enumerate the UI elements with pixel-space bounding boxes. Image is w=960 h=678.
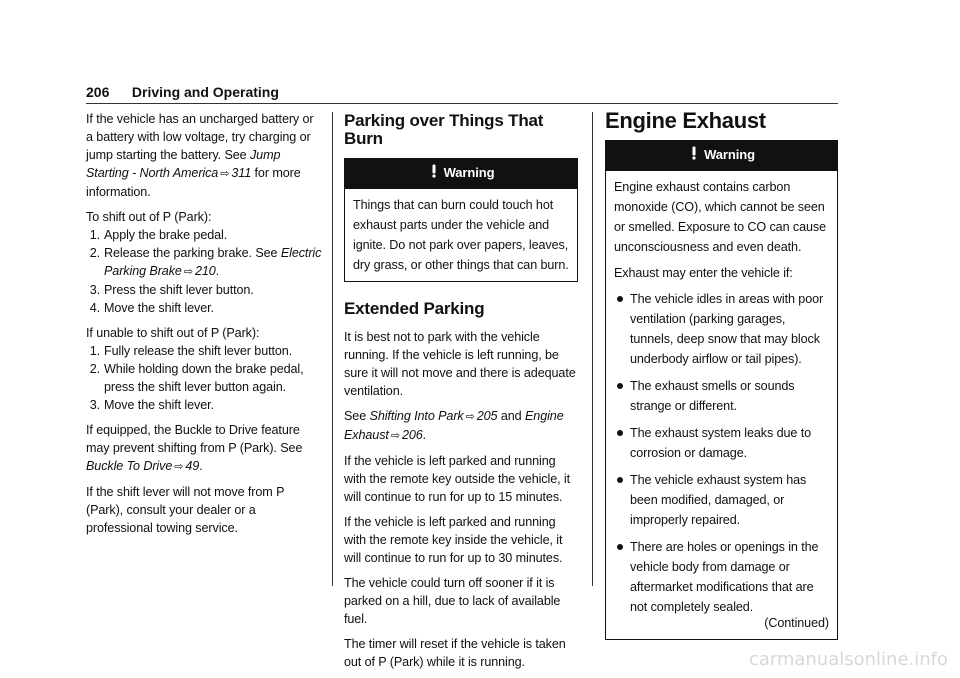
watermark: carmanualsonline.info [748,649,948,670]
bullet-icon [617,296,623,302]
list-item [614,376,829,416]
battery-text: If the vehicle has an uncharged battery or a battery with low voltage, try charging or jump starting the battery. See [86,112,314,162]
warning-label: Warning [704,147,755,162]
bullet-text: The vehicle exhaust system has been modified, damaged, or improperly repaired. [630,473,807,528]
step-number: 3. [89,283,100,297]
warning-enter: Exhaust may enter the vehicle if: [614,266,793,281]
engine-exhaust-link[interactable]: Engine Exhaust [344,409,564,443]
page-ref[interactable]: 205 [476,409,498,424]
step-number: 1. [89,344,100,358]
buckle-tail: . [199,459,203,473]
buckle-text: If equipped, the Buckle to Drive feature may prevent shifting from P (Park). See [86,423,303,455]
page-arrow-icon: ⇨ [465,411,475,424]
bullet-icon [617,383,623,389]
step-text: Fully release the shift lever button. [104,344,293,358]
see-paragraph [344,407,578,445]
paragraph: It is best not to park with the vehicle running. If the vehicle is left running, be sure it will not move and there is adequate ventilation. [344,330,576,399]
warning-bar [606,141,837,171]
list-item [614,423,829,463]
bullet-text: There are holes or openings in the vehicle body from damage or aftermarket modifications that are not completely sealed. [630,540,819,615]
battery-tail: for more information. [86,166,301,199]
step-text: Apply the brake pedal. [104,228,228,242]
step-number: 3. [89,398,100,412]
list-item [86,281,322,299]
page-header [86,84,279,100]
page-arrow-icon: ⇨ [390,430,400,443]
warning-box [605,140,838,640]
list-item [86,226,322,244]
dealer-paragraph: If the shift lever will not move from P (Park), consult your dealer or a professional towing service. [86,485,285,535]
list-item [86,299,322,317]
bullet-text: The vehicle idles in areas with poor ventilation (parking garages, tunnels, deep snow that may block underbody airflow or tail pipes). [630,292,824,367]
column-divider-1 [332,112,333,586]
paragraph: The vehicle could turn off sooner if it is parked on a hill, due to lack of available fuel. [344,576,561,627]
column-3 [605,108,838,658]
page-arrow-icon: ⇨ [220,168,230,180]
jump-starting-link[interactable]: Jump Starting - North America [86,148,281,180]
section-title: Driving and Operating [131,84,279,100]
engine-exhaust-heading: Engine Exhaust [605,108,766,133]
page-ref[interactable]: 311 [231,166,252,180]
shift-out-steps [86,226,322,317]
shifting-into-park-link[interactable]: Shifting Into Park [369,409,464,424]
buckle-to-drive-link[interactable]: Buckle To Drive [86,459,173,473]
step-text: Move the shift lever. [104,301,214,315]
parking-heading: Parking over Things That Burn [344,111,544,148]
bullet-text: The exhaust smells or sounds strange or different. [630,379,795,414]
list-item [86,396,322,414]
warning-text: Things that can burn could touch hot exhaust parts under the vehicle and ignite. Do not park over papers, leaves, dry grass, or other things that can burn. [353,198,569,273]
page-number: 206 [86,84,110,100]
paragraph: If the vehicle is left parked and running with the remote key inside the vehicle, it will continue to run for up to 30 minutes. [344,515,563,566]
bullet-icon [617,544,623,550]
step-text: While holding down the brake pedal, press the shift lever button again. [104,362,304,394]
list-item [614,537,829,617]
bullet-icon [617,477,623,483]
unable-steps [86,342,322,414]
page-ref[interactable]: 49 [185,459,200,473]
buckle-paragraph [86,421,322,476]
column-1 [86,110,322,544]
warning-intro: Engine exhaust contains carbon monoxide (CO), which cannot be seen or smelled. Exposure to CO can cause unconsciousness and even death. [614,180,826,255]
see-text: See [344,409,370,424]
warning-label: Warning [443,165,495,180]
step-number: 2. [89,362,100,376]
warning-bar [345,159,577,189]
warning-icon [688,146,700,165]
page-arrow-icon: ⇨ [183,266,193,278]
shift-out-heading: To shift out of P (Park): [86,210,212,224]
paragraph: The timer will reset if the vehicle is taken out of P (Park) while it is running. [344,637,566,670]
and-text: and [497,409,525,424]
warning-icon [428,164,440,183]
step-number: 4. [89,301,100,315]
step-number: 2. [89,246,100,260]
unable-heading: If unable to shift out of P (Park): [86,326,260,340]
warning-box [344,158,578,282]
period: . [422,428,427,443]
page-ref[interactable]: 206 [401,428,423,443]
battery-paragraph [86,110,322,201]
bullet-text: The exhaust system leaks due to corrosion or damage. [630,426,812,461]
column-divider-2 [592,112,593,586]
step-tail: . [215,264,220,278]
header-rule [86,103,838,104]
step-text: Press the shift lever button. [104,283,254,297]
list-item [614,470,829,530]
step-text: Move the shift lever. [104,398,214,412]
continued-label: (Continued) [764,616,829,631]
step-text: Release the parking brake. See [104,246,281,260]
extended-parking-heading: Extended Parking [344,299,485,319]
list-item [614,289,829,369]
bullet-icon [617,430,623,436]
paragraph: If the vehicle is left parked and running with the remote key outside the vehicle, it will continue to run for up to 15 minutes. [344,454,571,505]
list-item [86,342,322,360]
list-item [86,360,322,396]
page-ref[interactable]: 210 [194,264,216,278]
column-2 [344,112,578,678]
list-item [86,244,322,281]
warning-list [614,289,829,617]
warning-body [606,171,837,639]
step-number: 1. [89,228,100,242]
page-arrow-icon: ⇨ [174,461,184,473]
warning-body [345,189,577,281]
electric-parking-brake-link[interactable]: Electric Parking Brake [104,246,322,278]
